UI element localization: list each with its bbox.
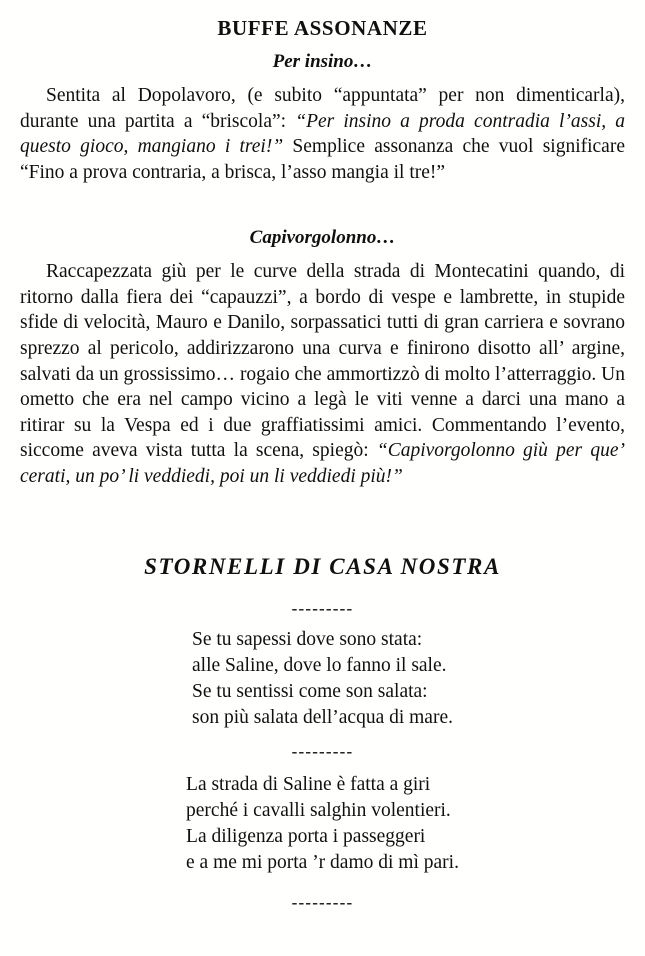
verse-line: La strada di Saline è fatta a giri (186, 773, 431, 795)
verse-block-1-container (20, 627, 625, 731)
paragraph-tail-text: Semplice assonanza che vuol significare “Fino a prova contraria, a brisca, l’asso mangia il tre!” (20, 136, 625, 183)
separator-dashes-top: --------- (291, 598, 354, 618)
separator-dashes-middle: --------- (291, 741, 354, 761)
paragraph-quote-text: “Capivorgolonno giù per que’ cerati, un po’ li veddiedi, poi un li veddiedi più!” (20, 440, 625, 487)
spacer (20, 490, 625, 554)
subsection-heading-capivorgolonno: Capivorgolonno… (249, 227, 396, 249)
spacer (20, 760, 625, 772)
scanned-book-page (0, 16, 645, 956)
verse-line: perché i cavalli salghin volentieri. (186, 799, 451, 821)
verse-line: Se tu sapessi dove sono stata: (192, 628, 423, 650)
paragraph-per-insino (20, 83, 625, 185)
paragraph-capivorgolonno (20, 259, 625, 489)
spacer (20, 580, 625, 600)
subsection-heading-per-insino: Per insino… (272, 51, 373, 73)
verse-block-1 (192, 627, 453, 731)
verse-line: Se tu sentissi come son salata: (192, 680, 428, 702)
page-title: BUFFE ASSONANZE (217, 16, 428, 40)
verse-block-2-container (20, 772, 625, 876)
spacer (20, 617, 625, 627)
verse-line: e a me mi porta ’r damo di mì pari. (186, 851, 459, 873)
verse-line: La diligenza porta i passeggeri (186, 825, 426, 847)
verse-block-2 (186, 772, 459, 876)
paragraph-lead-text: Raccapezzata giù per le curve della strada di Montecatini quando, di ritorno dalla fiera dei “capauzzi”, a bordo di vespe e lambrette, in stupide sfide di velocità, Mauro e Danilo, sorpassatici tutti di gran carriera e sovrano sprezzo al pericolo, addirizzarono una curva e finirono disotto all’ argine, salvati da un grossissimo… rogaio che ammortizzò di molto l’atterraggio. Un ometto che era nel campo vicino a legà le viti venne a darci una mano a ritirar su la Vespa ed i due graffiatissimi amici. Commentando l’evento, siccome aveva vista tutta la scena, spiegò: (20, 261, 625, 462)
paragraph-lead-text: Sentita al Dopolavoro, (e subito “appuntata” per non dimenticarla), durante una partita a “briscola”: (20, 84, 625, 132)
verse-line: alle Saline, dove lo fanno il sale. (192, 654, 447, 676)
stornelli-title: STORNELLI DI CASA NOSTRA (144, 553, 501, 579)
spacer (20, 876, 625, 894)
separator-dashes-bottom: --------- (291, 892, 354, 912)
paragraph-quote-text: “Per insino a proda contradia l’assi, a questo gioco, mangiano i trei!” (20, 110, 626, 158)
verse-line: son più salata dell’acqua di mare. (192, 706, 453, 728)
